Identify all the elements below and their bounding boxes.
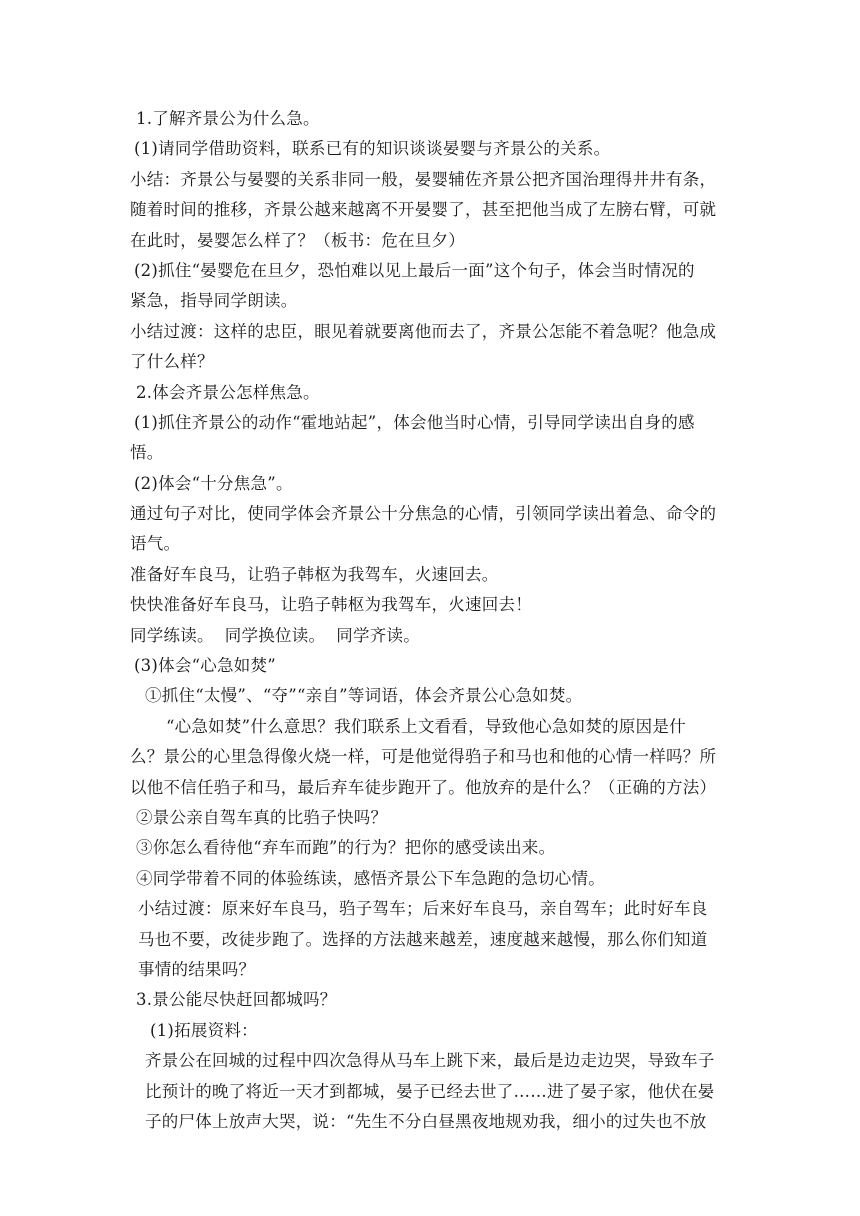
paragraph-line: (2)抓住“晏婴危在旦夕，恐怕难以见上最后一面”这个句子，体会当时情况的 [134, 260, 695, 280]
section-heading-3: 3.景公能尽快赶回都城吗？ [136, 990, 337, 1010]
paragraph-line: 了什么样？ [130, 352, 214, 372]
paragraph-line: 在此时，晏婴怎么样了？（板书：危在旦夕） [130, 230, 465, 250]
document-body [0, 104, 860, 1137]
paragraph-line: (1)请同学借助资料，联系已有的知识谈谈晏婴与齐景公的关系。 [134, 139, 611, 159]
paragraph-line: 语气。 [130, 534, 181, 554]
paragraph-line: “心急如焚”什么意思？我们联系上文看看，导致他心急如焚的原因是什 [166, 716, 686, 736]
example-sentence: 快快准备好车良马，让驺子韩枢为我驾车，火速回去！ [130, 595, 532, 615]
paragraph-line: 子的尸体上放声大哭，说：“先生不分白昼黑夜地规劝我，细小的过失也不放 [145, 1111, 707, 1131]
paragraph-line: 小结：齐景公与晏婴的关系非同一般，晏婴辅佐齐景公把齐国治理得井井有条， [130, 169, 717, 189]
paragraph-line: 紧急，指导同学朗读。 [130, 291, 298, 311]
paragraph-line: 随着时间的推移，齐景公越来越离不开晏婴了，甚至把他当成了左膀右臂，可就 [130, 200, 717, 220]
paragraph-line: 比预计的晚了将近一天才到都城，晏子已经去世了……进了晏子家，他伏在晏 [145, 1081, 715, 1101]
paragraph-line: (1)抓住齐景公的动作“霍地站起”，体会他当时心情，引导同学读出自身的感 [134, 412, 695, 432]
paragraph-line: 么？景公的心里急得像火烧一样，可是他觉得驺子和马也和他的心情一样吗？所 [130, 747, 717, 767]
paragraph-line: 以他不信任驺子和马，最后弃车徒步跑开了。他放弃的是什么？（正确的方法） [130, 777, 717, 797]
paragraph-line: 悟。 [130, 443, 164, 463]
paragraph-line: 通过句子对比，使同学体会齐景公十分焦急的心情，引领同学读出着急、命令的 [130, 504, 717, 524]
paragraph-line: 事情的结果吗？ [138, 959, 256, 979]
paragraph-line: 小结过渡：这样的忠臣，眼见着就要离他而去了，齐景公怎能不着急呢？他急成 [130, 321, 717, 341]
paragraph-line: ④同学带着不同的体验练读，感悟齐景公下车急跑的急切心情。 [136, 868, 605, 888]
paragraph-line: (2)体会“十分焦急”。 [134, 473, 293, 493]
paragraph-line: ②景公亲自驾车真的比驺子快吗？ [136, 807, 388, 827]
paragraph-line: 马也不要，改徒步跑了。选择的方法越来越差，速度越来越慢，那么你们知道 [138, 929, 708, 949]
section-heading-1: 1.了解齐景公为什么急。 [136, 109, 320, 128]
paragraph-line: (3)体会“心急如焚” [134, 656, 276, 676]
paragraph-line: 齐景公在回城的过程中四次急得从马车上跳下来，最后是边走边哭，导致车子 [145, 1051, 715, 1071]
example-sentence: 准备好车良马，让驺子韩枢为我驾车，火速回去。 [130, 564, 499, 584]
paragraph-line: ③你怎么看待他“弃车而跑”的行为？把你的感受读出来。 [136, 838, 556, 858]
paragraph-line: 同学练读。 同学换位读。 同学齐读。 [130, 625, 420, 645]
paragraph-line: ①抓住“太慢”、“夺”“亲自”等词语，体会齐景公心急如焚。 [145, 686, 583, 706]
section-heading-2: 2.体会齐景公怎样焦急。 [136, 382, 320, 402]
paragraph-line: (1)拓展资料： [150, 1020, 258, 1040]
paragraph-line: 小结过渡：原来好车良马，驺子驾车；后来好车良马，亲自驾车；此时好车良 [138, 899, 708, 919]
